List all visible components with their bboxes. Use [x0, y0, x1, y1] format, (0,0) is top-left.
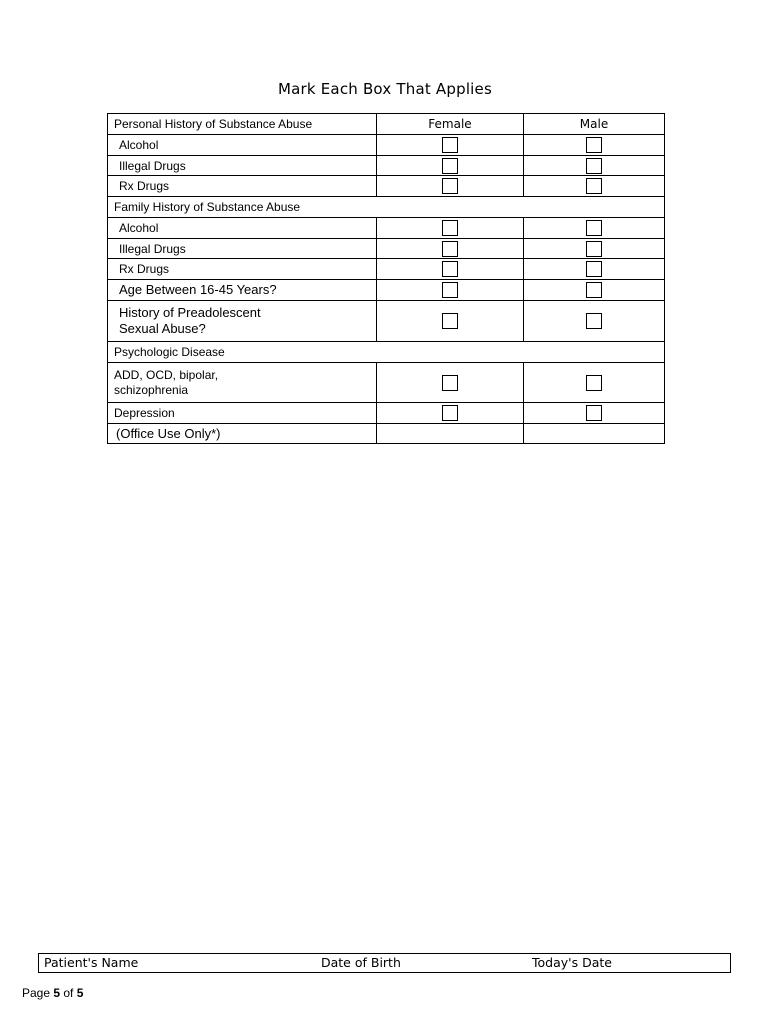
family-illegal-drugs-male-checkbox[interactable]	[586, 241, 602, 257]
page-prefix: Page	[22, 986, 54, 1000]
page-of: of	[60, 986, 77, 1000]
form-title: Mark Each Box That Applies	[278, 80, 492, 98]
page-current: 5	[53, 986, 61, 1000]
add-ocd-label-line1: ADD, OCD, bipolar,	[114, 367, 219, 382]
family-alcohol-male-checkbox[interactable]	[586, 220, 602, 236]
preadolescent-male-checkbox[interactable]	[586, 313, 602, 329]
page-total: 5	[76, 986, 84, 1000]
family-illegal-drugs-label: Illegal Drugs	[108, 239, 377, 259]
age-label: Age Between 16-45 Years?	[108, 280, 377, 301]
patient-info-footer	[38, 953, 731, 973]
depression-female-checkbox[interactable]	[442, 405, 458, 421]
table-row	[108, 342, 665, 363]
personal-rx-drugs-female-checkbox[interactable]	[442, 178, 458, 194]
page-number	[22, 986, 83, 1000]
substance-abuse-table	[107, 113, 665, 444]
preadolescent-female-checkbox[interactable]	[442, 313, 458, 329]
table-row	[108, 197, 665, 218]
personal-illegal-drugs-label: Illegal Drugs	[108, 156, 377, 176]
table-row	[108, 218, 665, 239]
table-row	[108, 259, 665, 280]
office-use-label: (Office Use Only*)	[108, 424, 377, 444]
family-alcohol-female-checkbox[interactable]	[442, 220, 458, 236]
female-column-header: Female	[377, 114, 524, 135]
personal-rx-drugs-male-checkbox[interactable]	[586, 178, 602, 194]
table-row	[108, 424, 665, 444]
depression-male-checkbox[interactable]	[586, 405, 602, 421]
table-row	[108, 135, 665, 156]
table-row	[108, 280, 665, 301]
family-rx-drugs-label: Rx Drugs	[108, 259, 377, 280]
family-rx-drugs-female-checkbox[interactable]	[442, 261, 458, 277]
preadolescent-label-line2: Sexual Abuse?	[119, 321, 206, 336]
personal-alcohol-female-checkbox[interactable]	[442, 137, 458, 153]
personal-rx-drugs-label: Rx Drugs	[108, 176, 377, 197]
add-ocd-male-checkbox[interactable]	[586, 375, 602, 391]
personal-illegal-drugs-male-checkbox[interactable]	[586, 158, 602, 174]
family-alcohol-label: Alcohol	[108, 218, 377, 239]
office-use-female-cell[interactable]	[377, 424, 524, 444]
office-use-male-cell[interactable]	[524, 424, 665, 444]
table-row	[108, 176, 665, 197]
age-male-checkbox[interactable]	[586, 282, 602, 298]
table-row	[108, 239, 665, 259]
preadolescent-label	[108, 301, 377, 342]
depression-label: Depression	[108, 403, 377, 424]
psychologic-disease-header: Psychologic Disease	[108, 342, 665, 363]
family-history-header: Family History of Substance Abuse	[108, 197, 665, 218]
family-illegal-drugs-female-checkbox[interactable]	[442, 241, 458, 257]
personal-alcohol-label: Alcohol	[108, 135, 377, 156]
table-row	[108, 301, 665, 342]
table-row	[108, 363, 665, 403]
personal-history-header: Personal History of Substance Abuse	[108, 114, 377, 135]
todays-date-field[interactable]: Today's Date	[532, 955, 612, 970]
add-ocd-label	[108, 363, 377, 403]
male-column-header: Male	[524, 114, 665, 135]
age-female-checkbox[interactable]	[442, 282, 458, 298]
family-rx-drugs-male-checkbox[interactable]	[586, 261, 602, 277]
add-ocd-female-checkbox[interactable]	[442, 375, 458, 391]
personal-alcohol-male-checkbox[interactable]	[586, 137, 602, 153]
preadolescent-label-line1: History of Preadolescent	[119, 305, 261, 320]
personal-illegal-drugs-female-checkbox[interactable]	[442, 158, 458, 174]
table-row	[108, 156, 665, 176]
date-of-birth-field[interactable]: Date of Birth	[321, 955, 401, 970]
table-row	[108, 403, 665, 424]
add-ocd-label-line2: schizophrenia	[114, 382, 189, 397]
table-row	[108, 114, 665, 135]
patient-name-field[interactable]: Patient's Name	[44, 955, 139, 970]
